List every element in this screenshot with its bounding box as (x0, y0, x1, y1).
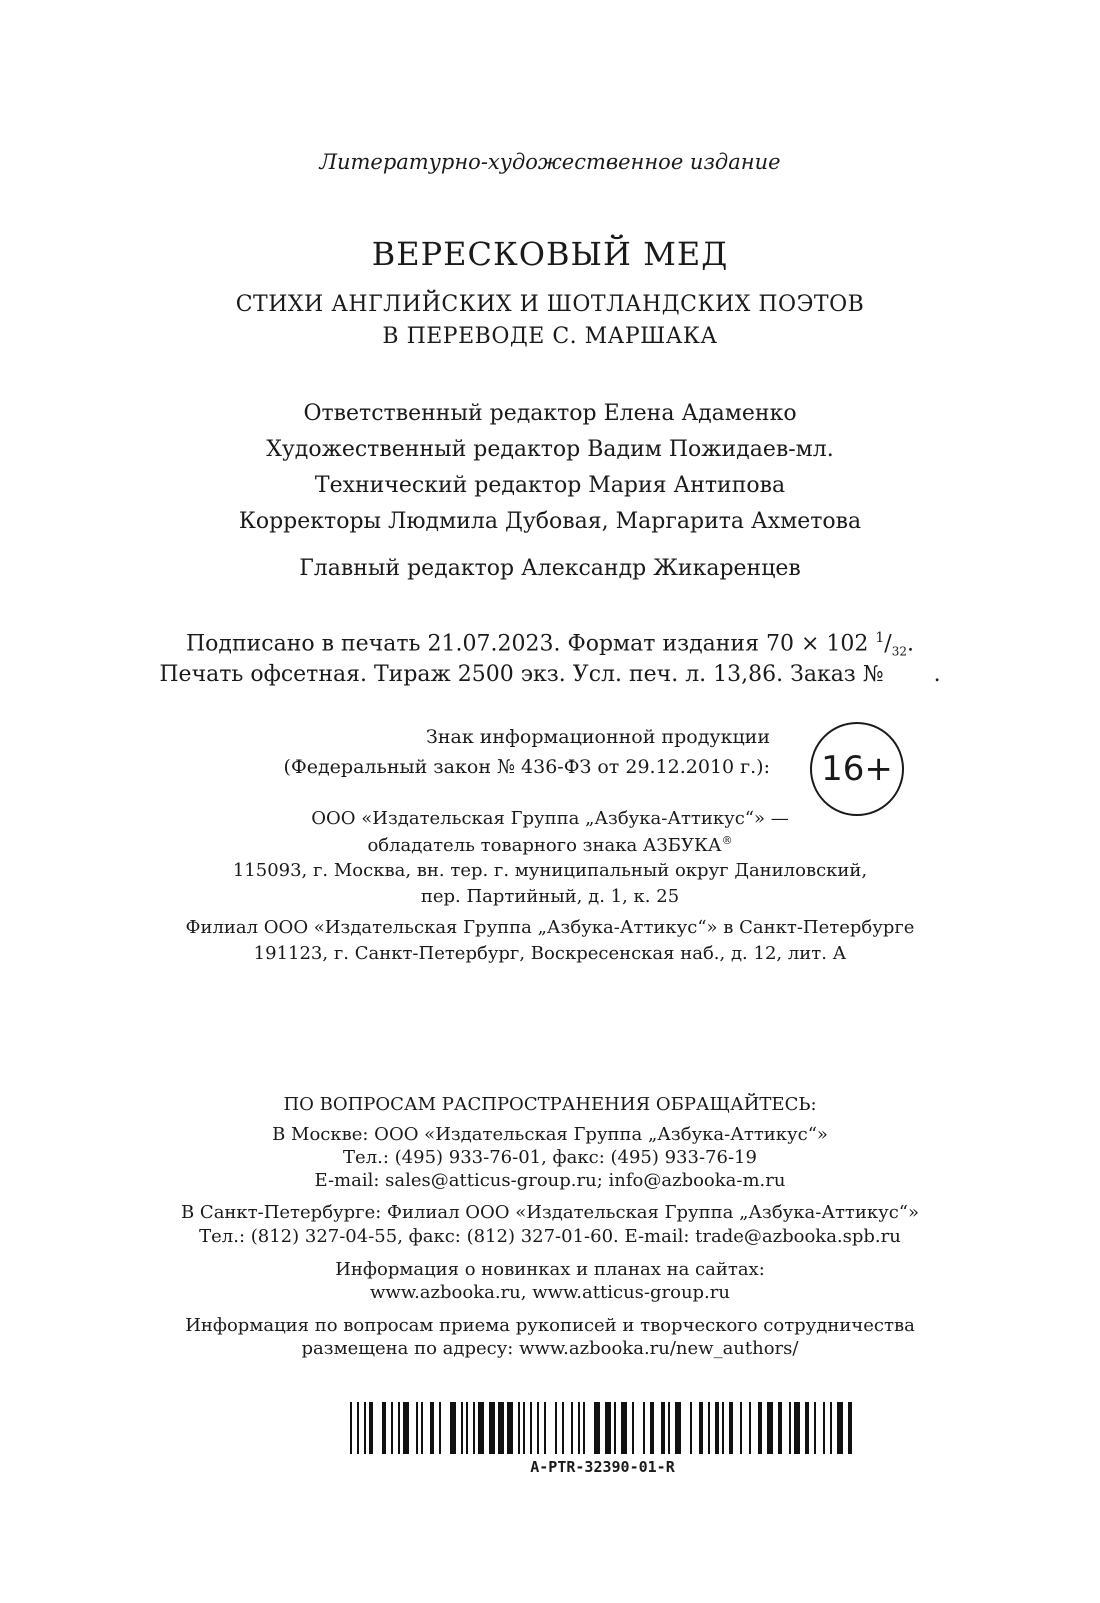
distribution-heading: ПО ВОПРОСАМ РАСПРОСТРАНЕНИЯ ОБРАЩАЙТЕСЬ: (283, 1094, 817, 1115)
barcode-bar (583, 1402, 585, 1454)
age-rating-label-line1: Знак информационной продукции (425, 726, 770, 748)
barcode-bar (767, 1402, 773, 1454)
barcode-bar (661, 1402, 665, 1454)
barcode-bar (823, 1402, 825, 1454)
barcode-bar (489, 1402, 495, 1454)
distribution-spb-line1: В Санкт-Петербурге: Филиал ООО «Издательская Группа „Азбука-Аттикус“» (180, 1202, 920, 1223)
barcode-bar (421, 1402, 423, 1454)
print-info-prefix: Подписано в печать 21.07.2023. Формат издания 70 × 102 (186, 631, 869, 657)
chief-editor: Главный редактор Александр Жикаренцев (299, 556, 801, 581)
barcode-bar (544, 1402, 546, 1454)
barcode-bar (537, 1402, 539, 1454)
barcode-bar (699, 1402, 703, 1454)
barcode-bar (605, 1402, 611, 1454)
barcode-image (350, 1402, 855, 1454)
barcode-bar (466, 1402, 468, 1454)
barcode-bar (430, 1402, 434, 1454)
barcode-bar (643, 1402, 645, 1454)
barcode-bar (578, 1402, 580, 1454)
book-title: ВЕРЕСКОВЫЙ МЕД (371, 235, 729, 273)
age-rating-label-line2: (Федеральный закон № 436-ФЗ от 29.12.2010 г.): (283, 756, 770, 778)
print-info-line1 (0, 630, 1100, 659)
publisher-line2 (0, 834, 1100, 856)
distribution-moscow-line2: Тел.: (495) 933-76-01, факс: (495) 933-76-19 (343, 1147, 757, 1168)
barcode-bar (740, 1402, 742, 1454)
format-slash: / (884, 631, 892, 657)
print-info-line2 (0, 662, 1100, 687)
barcode-bar (848, 1402, 852, 1454)
format-numerator: 1 (875, 630, 885, 646)
barcode-bar (758, 1402, 762, 1454)
print-info-suffix: . (907, 631, 914, 657)
barcode-bar (729, 1402, 733, 1454)
distribution-manuscripts-line1: Информация по вопросам приема рукописей и творческого сотрудничества (185, 1315, 915, 1336)
distribution-moscow-line1: В Москве: ООО «Издательская Группа „Азбука-Аттикус“» (272, 1124, 828, 1145)
barcode-bar (814, 1402, 816, 1454)
distribution-spb-line2: Тел.: (812) 327-04-55, факс: (812) 327-01-60. E-mail: trade@azbooka.spb.ru (199, 1226, 901, 1247)
barcode-bar (357, 1402, 359, 1454)
barcode-bar (708, 1402, 710, 1454)
publisher-line3: 115093, г. Москва, вн. тер. г. муниципальный округ Даниловский, (232, 860, 868, 881)
barcode-bar (778, 1402, 782, 1454)
publisher-line4: пер. Партийный, д. 1, к. 25 (420, 886, 680, 907)
barcode-bar (837, 1402, 843, 1454)
barcode-bar (350, 1402, 352, 1454)
barcode-bar (715, 1402, 719, 1454)
registered-mark: ® (721, 834, 733, 847)
distribution-info-line1: Информация о новинках и планах на сайтах: (335, 1259, 765, 1280)
credit-responsible-editor: Ответственный редактор Елена Адаменко (303, 401, 797, 426)
barcode-bar (749, 1402, 751, 1454)
barcode-bar (461, 1402, 463, 1454)
credit-art-editor: Художественный редактор Вадим Пожидаев-мл. (266, 437, 834, 462)
barcode-bar (830, 1402, 832, 1454)
age-rating-badge: 16+ (810, 722, 904, 816)
barcode-bar (675, 1402, 681, 1454)
barcode-bar (571, 1402, 573, 1454)
barcode-bar (364, 1402, 366, 1454)
distribution-manuscripts-line2: размещена по адресу: www.azbooka.ru/new_authors/ (301, 1338, 799, 1359)
barcode-code: A-PTR-32390-01-R (530, 1458, 675, 1476)
barcode-bar (369, 1402, 373, 1454)
barcode-bar (562, 1402, 564, 1454)
barcode-bar (523, 1402, 525, 1454)
format-denominator: 32 (891, 644, 907, 659)
barcode-bar (391, 1402, 393, 1454)
print-info-line2-text: Печать офсетная. Тираж 2500 экз. Усл. печ. л. 13,86. Заказ № (159, 662, 884, 687)
barcode-bar (398, 1402, 400, 1454)
edition-type: Литературно-художественное издание (319, 150, 781, 174)
book-subtitle-line1: СТИХИ АНГЛИЙСКИХ И ШОТЛАНДСКИХ ПОЭТОВ (235, 292, 865, 317)
barcode-bar (416, 1402, 418, 1454)
distribution-moscow-line3: E-mail: sales@atticus-group.ru; info@azbooka-m.ru (314, 1170, 786, 1191)
book-subtitle-line2: В ПЕРЕВОДЕ С. МАРШАКА (382, 324, 718, 349)
barcode-bar (632, 1402, 634, 1454)
barcode-bar (614, 1402, 616, 1454)
credit-technical-editor: Технический редактор Мария Антипова (314, 473, 786, 498)
barcode-bar (650, 1402, 654, 1454)
barcode-bar (518, 1402, 520, 1454)
barcode-bar (498, 1402, 504, 1454)
barcode-bar (478, 1402, 484, 1454)
barcode-bar (439, 1402, 441, 1454)
barcode-bar (382, 1402, 386, 1454)
barcode-bar (621, 1402, 627, 1454)
barcode-bar (403, 1402, 409, 1454)
barcode-bar (690, 1402, 692, 1454)
branch-line2: 191123, г. Санкт-Петербург, Воскресенская наб., д. 12, лит. А (253, 943, 847, 964)
distribution-info-line2: www.azbooka.ru, www.atticus-group.ru (370, 1282, 730, 1303)
barcode-bar (507, 1402, 513, 1454)
print-info-line2-end: . (933, 662, 941, 687)
barcode-bar (530, 1402, 532, 1454)
barcode-bar (668, 1402, 670, 1454)
barcode-bar (450, 1402, 456, 1454)
barcode-bar (473, 1402, 475, 1454)
branch-line1: Филиал ООО «Издательская Группа „Азбука-Аттикус“» в Санкт-Петербурге (185, 917, 915, 938)
barcode-bar (722, 1402, 724, 1454)
barcode-bar (789, 1402, 791, 1454)
barcode-bar (794, 1402, 800, 1454)
publisher-trademark-text: обладатель товарного знака АЗБУКА (367, 835, 722, 856)
publisher-line1: ООО «Издательская Группа „Азбука-Аттикус“» — (311, 808, 789, 829)
credit-proofreaders: Корректоры Людмила Дубовая, Маргарита Ахметова (238, 509, 862, 534)
barcode-bar (594, 1402, 600, 1454)
barcode-bar (805, 1402, 809, 1454)
barcode-bar (555, 1402, 557, 1454)
